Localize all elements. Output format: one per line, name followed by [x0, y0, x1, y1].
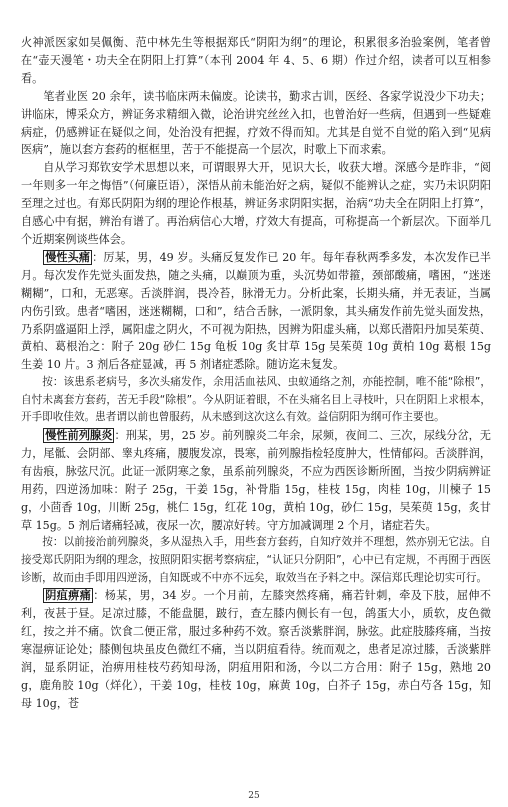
case-note-chronic-headache: 按：该患系老病号，多次头痛发作，余用活血祛风、虫蚁通络之剂，亦能控制，唯不能“除根”，自忖未离套方套药，苦无手段“除根”。今从阴证着眼，不在头痛名目上寻枝叶，只在阴阳上求根本，开手即收佳效。患者谓以前也曾服药，从未感到这次这么有效。益信阴阳为纲可作主要也。 [21, 376, 491, 424]
case-body-yin-abscess-pain: ：杨某，男，34 岁。一个月前，左膝突然疼痛，痛若针刺，牵及下肢，屈伸不利，夜甚于昼。足凉过膝，不能盘腿，跛行，查左膝内侧长有一包，鸽蛋大小，质软，皮色微红，按之并不痛。饮食二便正常，服过多种药不效。察舌淡紫胖润，脉弦。此症肢膝疼痛，当按寒湿痹证论处；膝侧包块虽皮色微红不痛，当以阴疽看待。统而观之，患者足凉过膝，舌淡紫胖润，显系阴证，治痹用桂枝芍药知母汤，阴疽用阳和汤，今以二方合用：附子 15g，熟地 20g，鹿角胶 10g（烊化），干姜 10g，桂枝 10g，麻黄 10g，白芥子 15g，赤白芍各 15g，知母 10g，苍 [21, 589, 491, 710]
case-title-chronic-prostatitis: 慢性前列腺炎 [45, 429, 113, 442]
case-body-chronic-prostatitis: ：刑某，男，25 岁。前列腺炎二年余，尿频，夜间二、三次，尿线分岔，无力，尾骶、会阴部、睾丸疼痛，腰腹发凉，畏寒，前列腺指检轻度肿大，性情郁闷。舌淡胖润，有齿痕，脉弦尺沉。此证一派阴寒之象，虽系前列腺炎，不应为西医诊断所囿，当按少阴病辨证用药，四逆汤加味：附子 25g，干姜 15g，补骨脂 15g，桂枝 15g，肉桂 10g，川楝子 15g，小茴香 10g，川断 25g，桃仁 15g，红花 10g，黄柏 10g，砂仁 15g，吴茱萸 15g，炙甘草 15g。5 剂后诸痛轻减，夜尿一次，腰凉好转。守方加减调理 2 个月，诸症若失。 [21, 429, 491, 532]
case-chronic-prostatitis [21, 427, 491, 534]
document-page [21, 34, 491, 713]
case-body-chronic-headache: ：厉某，男，49 岁。头痛反复发作已 20 年。每年春秋两季多发，本次发作已半月。每次发作先觉头面发热，随之头痛，以巅顶为重，头沉势如带箍，颈部酸痛，嗜困，“迷迷糊糊”，口和，无恶寒。舌淡胖润，畏冷苔，脉滑无力。分析此案，长期头痛，并无表证，当属内伤引致。患者“嗜困，迷迷糊糊，口和”，结合舌脉，一派阴象，其头痛发作前先觉头面发热，乃系阴盛逼阳上浮，属阳虚之阴火，不可视为阳热，因辨为阳虚头痛，以郑氏潜阳丹加吴茱萸、黄柏、葛根治之：附子 20g 砂仁 15g 龟板 10g 炙甘草 15g 吴茱萸 10g 黄柏 10g 葛根 15g 生姜 10 片。3 剂后各症显减，再 5 剂诸症悉除。随访迄未复发。 [21, 250, 491, 372]
case-chronic-headache [21, 249, 491, 374]
page-number: 25 [248, 791, 260, 801]
paragraph-author-experience: 笔者业医 20 余年，读书临床两未偏废。论读书，勤求古训，医经、各家学说没少下功夫；讲临床，博采众方，辨证务求精细入微，论治讲究丝丝入扣，也曾治好一些病，但遇到一些疑难病症，仍感辨证在疑似之间，处治没有把握，疗效不得而知。尤其是自觉不自觉的陷入到“见病医病”，施以套方套药的框框里，苦于不能提高一个层次，时歌上下而求索。 [21, 89, 491, 157]
case-title-chronic-headache: 慢性头痛 [45, 250, 91, 264]
case-yin-abscess-pain [21, 587, 491, 712]
case-title-yin-abscess-pain: 阴疽痹痛 [45, 589, 92, 603]
case-note-chronic-prostatitis: 按：以前接治前列腺炎，多从湿热入手，用些套方套药，自知疗效并不理想，然亦别无它法。自接受郑氏阴阳为纲的理念，按照阴阳实据考察病症，“认证只分阴阳”，心中已有定规，不再囿于西医诊断，故而由手即用四逆汤，自知既或不中亦不远矣，取效当在予料之中。深信郑氏理论切实可行。 [21, 536, 491, 584]
paragraph-intro-continuation: 火神派医家如吴佩衡、范中林先生等根据郑氏“阴阳为纲”的理论，积累很多治验案例，笔者曾在“壶天漫笔・功夫全在阴阳上打算”（本刊 2004 年 4、5、6 期）作过介绍，读者可以互相参看。 [21, 36, 491, 85]
paragraph-learning-zheng: 自从学习郑钦安学术思想以来，可谓眼界大开，见识大长，收获大增。深感今是昨非，“阅一年则多一年之悔悟”（何廉臣语），深悟从前未能治好之病，疑似不能辨认之症，实乃未识阴阳至理之过也。有郑氏阴阳为纲的理论作根基，辨证务求阴阳实据，治病“功夫全在阴阳上打算”，自感心中有据，辨治有谱了。再治病信心大增，疗效大有提高，可称提高一个新层次。下面举几个近期案例谈些体会。 [21, 161, 491, 246]
